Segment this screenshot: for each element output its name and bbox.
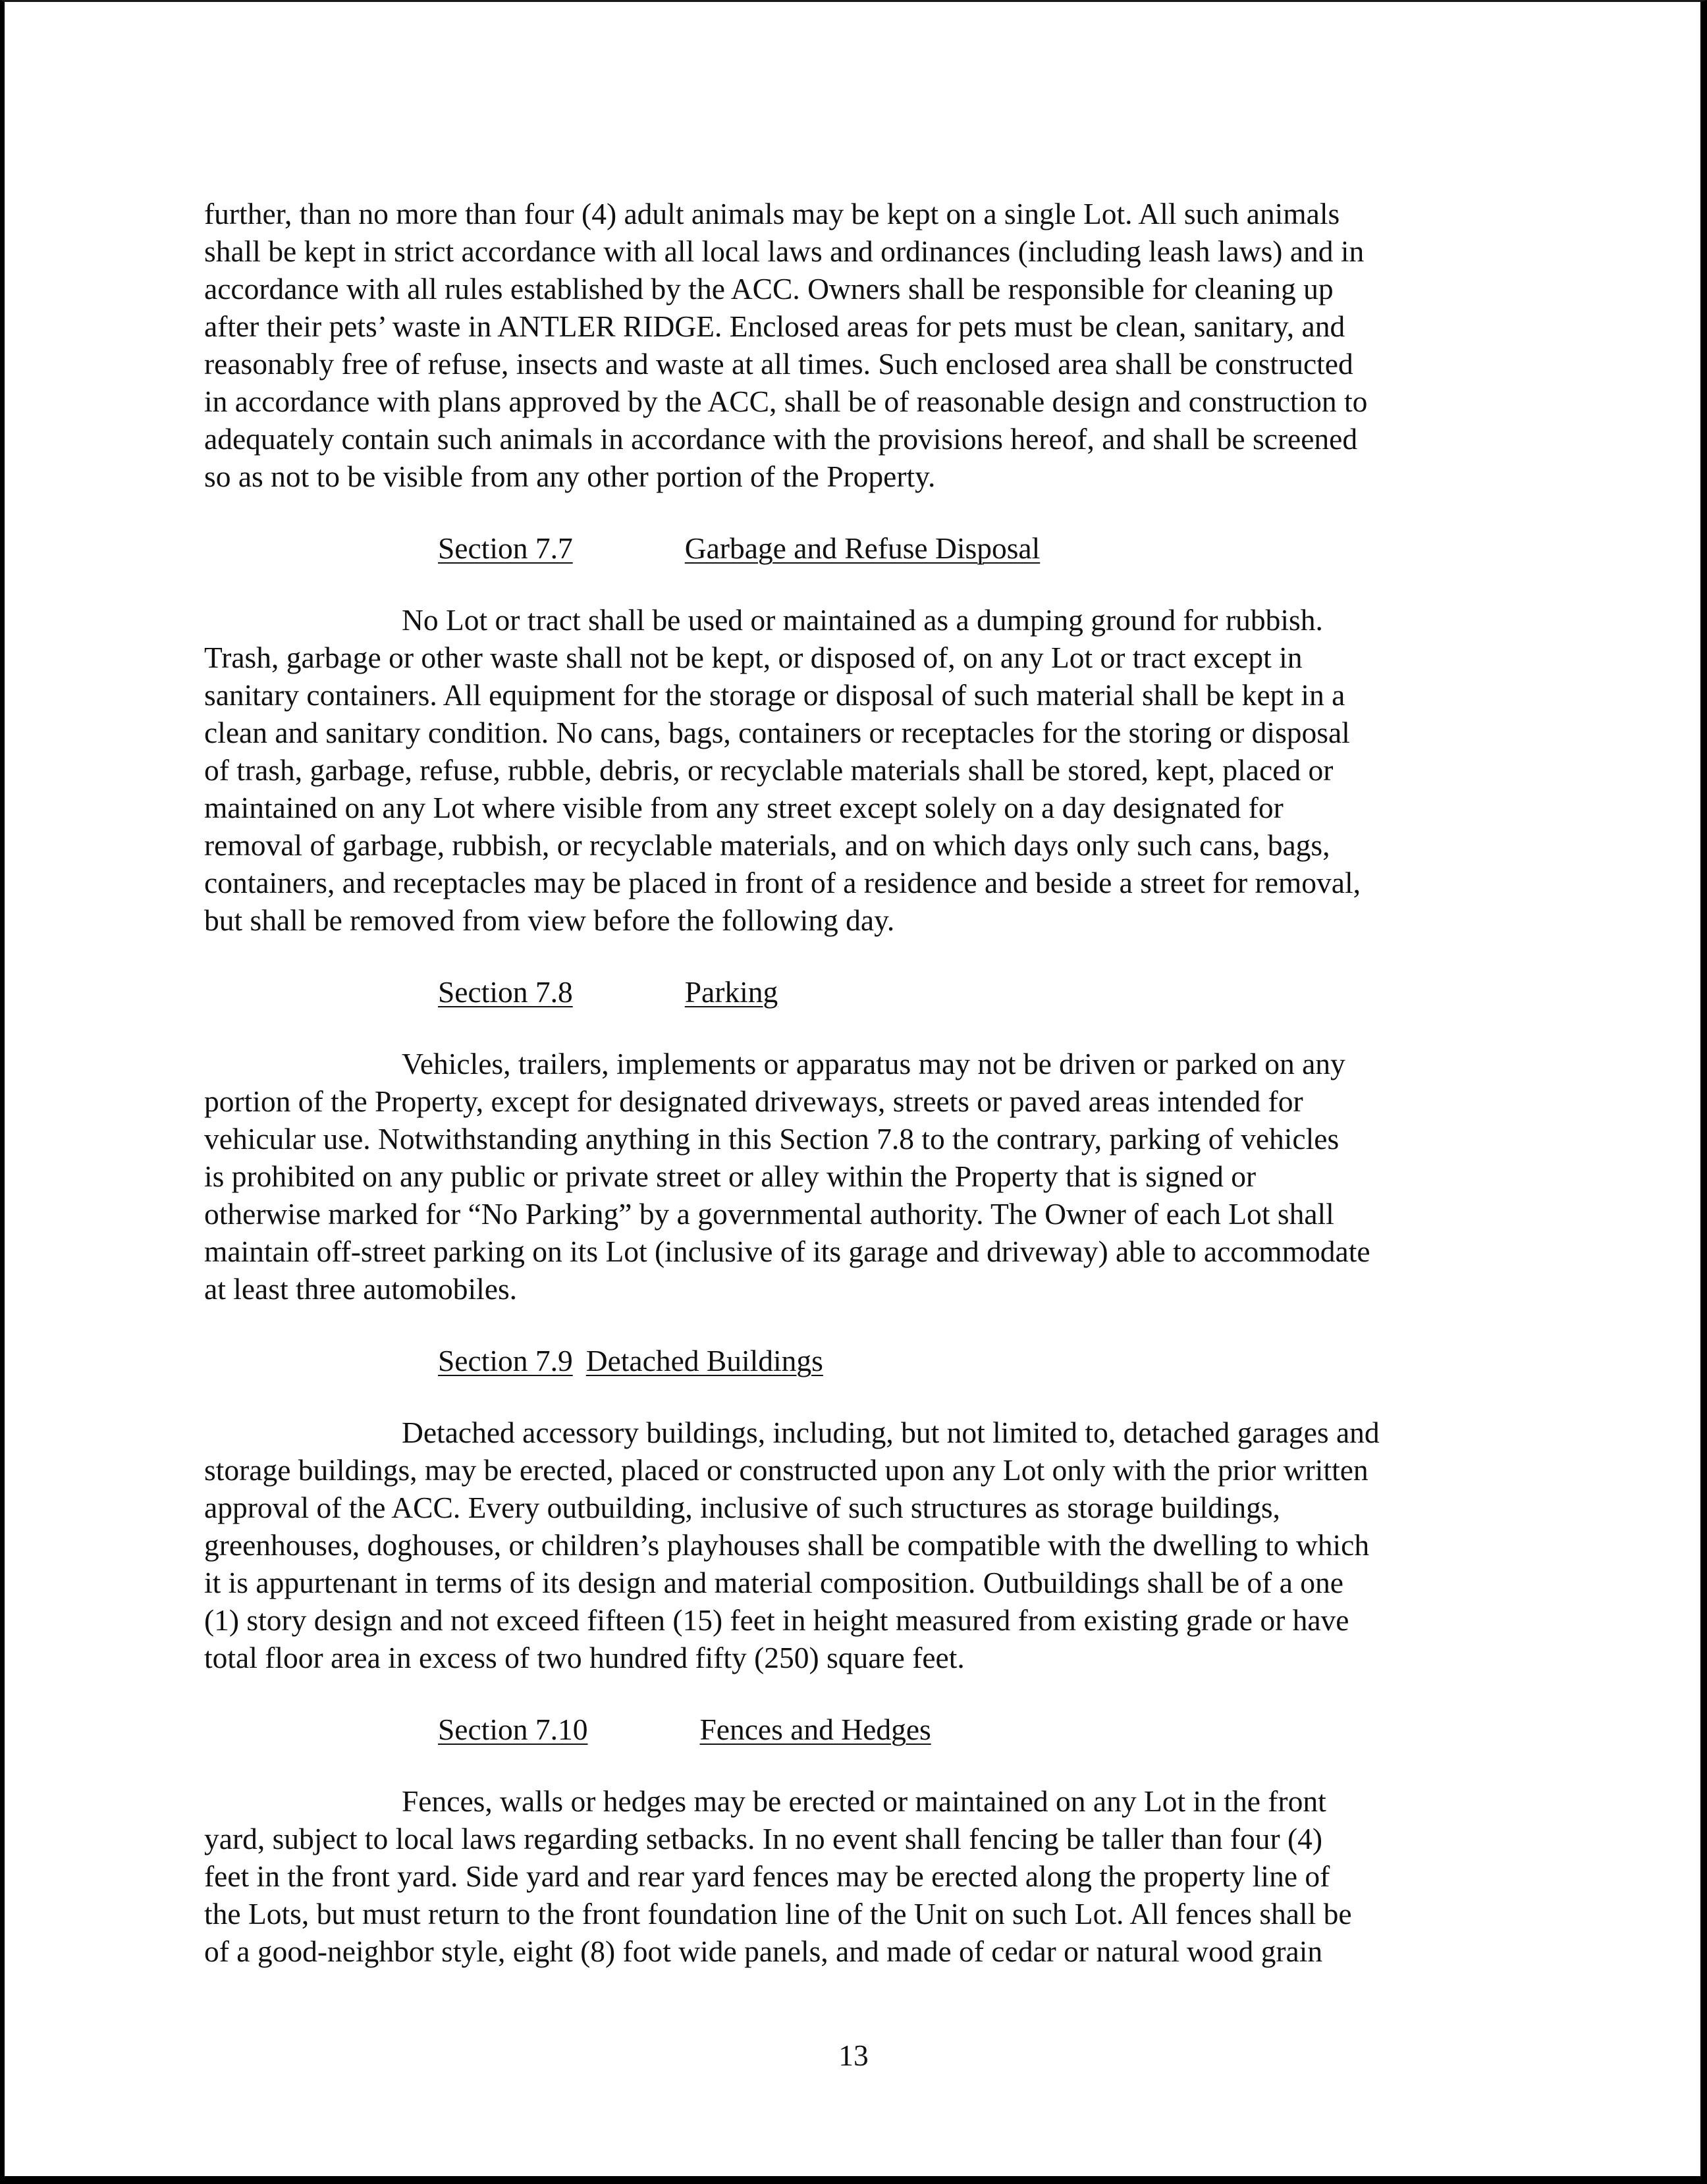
text-line: greenhouses, doghouses, or children’s playhouses shall be compatible with the dwelling to which [204, 1528, 1370, 1562]
text-line: at least three automobiles. [204, 1272, 518, 1306]
section-number: Section 7.9 [438, 1344, 573, 1377]
paragraph-garbage [204, 601, 1488, 939]
text-line: after their pets’ waste in ANTLER RIDGE. Enclosed areas for pets must be clean, sanitary, and [204, 309, 1345, 343]
text-line: so as not to be visible from any other portion of the Property. [204, 460, 936, 493]
text-line: Trash, garbage or other waste shall not be kept, or disposed of, on any Lot or tract except in [204, 641, 1303, 674]
text-line: the Lots, but must return to the front foundation line of the Unit on such Lot. All fences shall be [204, 1897, 1352, 1931]
section-title: Parking [684, 975, 778, 1009]
text-line: feet in the front yard. Side yard and rear yard fences may be erected along the property line of [204, 1859, 1330, 1893]
text-line: Fences, walls or hedges may be erected or maintained on any Lot in the front [402, 1784, 1326, 1818]
text-line: maintained on any Lot where visible from any street except solely on a day designated for [204, 791, 1284, 824]
text-line: of a good-neighbor style, eight (8) foot wide panels, and made of cedar or natural wood grain [204, 1934, 1323, 1968]
text-line: Detached accessory buildings, including, but not limited to, detached garages and [402, 1416, 1380, 1449]
page-number: 13 [838, 2038, 869, 2072]
text-line: it is appurtenant in terms of its design and material composition. Outbuildings shall be of a one [204, 1566, 1343, 1599]
section-title: Garbage and Refuse Disposal [684, 531, 1041, 565]
section-heading-7-10 [204, 1711, 1488, 1748]
text-line: No Lot or tract shall be used or maintained as a dumping ground for rubbish. [402, 603, 1323, 637]
paragraph-fences [204, 1782, 1488, 1970]
text-line: storage buildings, may be erected, placed or constructed upon any Lot only with the prior written [204, 1453, 1368, 1487]
text-line: further, than no more than four (4) adult animals may be kept on a single Lot. All such animals [204, 197, 1340, 230]
section-number: Section 7.10 [438, 1713, 588, 1746]
section-title: Fences and Hedges [699, 1713, 931, 1746]
text-line: (1) story design and not exceed fifteen (15) feet in height measured from existing grade or have [204, 1603, 1349, 1637]
section-heading-7-9 [204, 1342, 1488, 1379]
section-title: Detached Buildings [585, 1344, 823, 1377]
section-number: Section 7.7 [438, 531, 573, 565]
text-line: adequately contain such animals in accordance with the provisions hereof, and shall be screened [204, 422, 1358, 456]
text-line: removal of garbage, rubbish, or recyclable materials, and on which days only such cans, bags, [204, 828, 1330, 862]
section-number: Section 7.8 [438, 975, 573, 1009]
text-line: sanitary containers. All equipment for the storage or disposal of such material shall be kept in a [204, 678, 1345, 712]
text-line: maintain off-street parking on its Lot (inclusive of its garage and driveway) able to accommodate [204, 1235, 1370, 1268]
paragraph-parking [204, 1045, 1488, 1308]
text-line: but shall be removed from view before the following day. [204, 903, 895, 937]
paragraph-detached-buildings [204, 1414, 1488, 1676]
text-line: approval of the ACC. Every outbuilding, inclusive of such structures as storage buildings, [204, 1491, 1280, 1524]
text-line: total floor area in excess of two hundred fifty (250) square feet. [204, 1641, 965, 1674]
text-line: reasonably free of refuse, insects and waste at all times. Such enclosed area shall be constructed [204, 347, 1353, 381]
text-line: accordance with all rules established by the ACC. Owners shall be responsible for cleaning up [204, 272, 1334, 306]
paragraph-pets-continued [204, 195, 1488, 495]
text-line: clean and sanitary condition. No cans, bags, containers or receptacles for the storing or disposal [204, 716, 1350, 749]
text-line: is prohibited on any public or private street or alley within the Property that is signed or [204, 1159, 1257, 1193]
text-line: yard, subject to local laws regarding setbacks. In no event shall fencing be taller than four (4) [204, 1822, 1323, 1855]
text-line: portion of the Property, except for designated driveways, streets or paved areas intended for [204, 1084, 1303, 1118]
text-line: shall be kept in strict accordance with all local laws and ordinances (including leash laws) and in [204, 234, 1365, 268]
section-heading-7-8 [204, 973, 1488, 1011]
text-line: vehicular use. Notwithstanding anything in this Section 7.8 to the contrary, parking of vehicles [204, 1122, 1340, 1156]
text-line: in accordance with plans approved by the ACC, shall be of reasonable design and construction to [204, 385, 1368, 418]
text-line: of trash, garbage, refuse, rubble, debris, or recyclable materials shall be stored, kept, placed or [204, 753, 1334, 787]
text-line: containers, and receptacles may be placed in front of a residence and beside a street for removal, [204, 866, 1361, 899]
document-body [204, 195, 1488, 1970]
section-heading-7-7 [204, 529, 1488, 567]
text-line: Vehicles, trailers, implements or apparatus may not be driven or parked on any [402, 1047, 1345, 1080]
text-line: otherwise marked for “No Parking” by a governmental authority. The Owner of each Lot shall [204, 1197, 1334, 1231]
